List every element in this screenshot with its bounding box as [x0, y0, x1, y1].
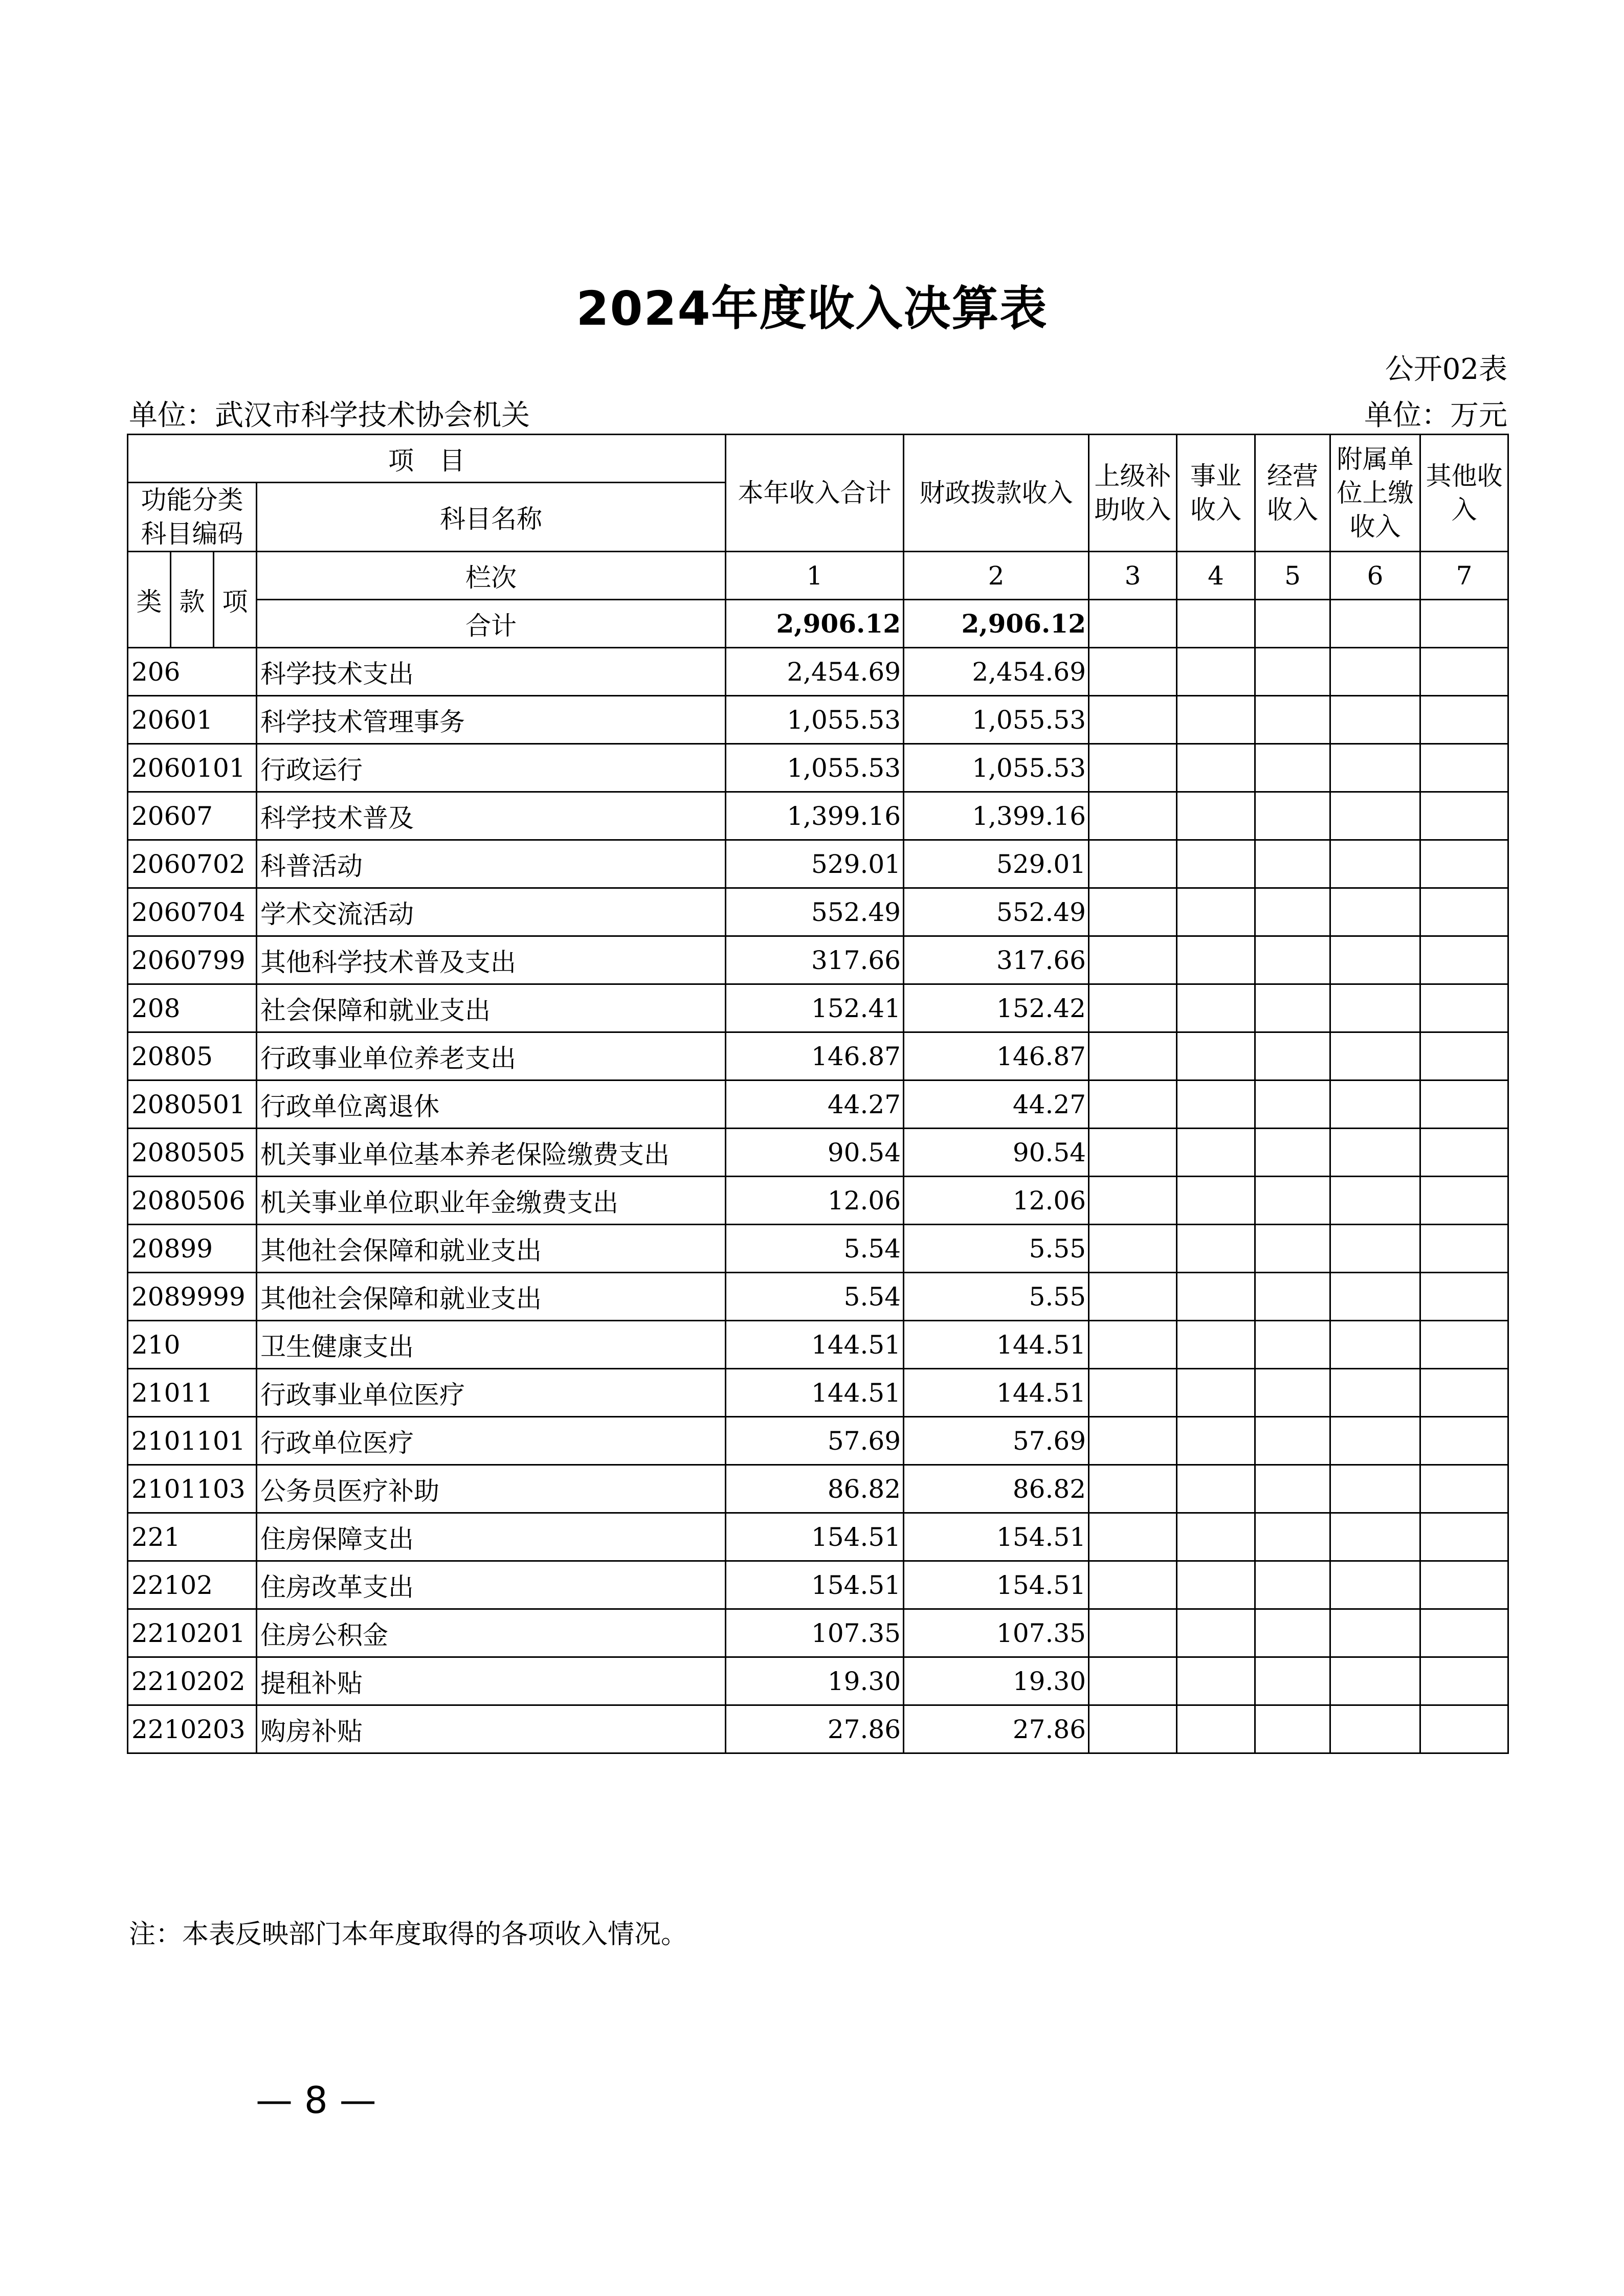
empty-cell [1420, 1273, 1508, 1321]
empty-cell [1255, 1513, 1330, 1561]
subject-name-cell: 行政单位离退休 [257, 1081, 726, 1129]
total-income-cell: 19.30 [726, 1657, 904, 1705]
function-code-cell: 210 [128, 1321, 257, 1369]
empty-cell [1420, 888, 1508, 936]
empty-cell [1330, 1081, 1420, 1129]
fiscal-income-cell: 19.30 [904, 1657, 1089, 1705]
empty-cell [1089, 648, 1177, 696]
subject-name-cell: 购房补贴 [257, 1705, 726, 1753]
empty-cell [1177, 1032, 1255, 1081]
empty-cell [1089, 1273, 1177, 1321]
function-code-cell: 2210203 [128, 1705, 257, 1753]
empty-cell [1420, 1177, 1508, 1225]
table-row [128, 840, 1508, 888]
empty-cell [1420, 936, 1508, 984]
empty-cell [1177, 1321, 1255, 1369]
total-income-cell: 2,454.69 [726, 648, 904, 696]
table-row [128, 696, 1508, 744]
empty-cell [1089, 840, 1177, 888]
table-row [128, 888, 1508, 936]
table-row [128, 1705, 1508, 1753]
total-income-cell: 44.27 [726, 1081, 904, 1129]
function-code-cell: 2089999 [128, 1273, 257, 1321]
empty-cell [1177, 1225, 1255, 1273]
fiscal-income-cell: 44.27 [904, 1081, 1089, 1129]
fiscal-income-cell: 1,399.16 [904, 792, 1089, 840]
empty-cell [1330, 1369, 1420, 1417]
empty-cell [1420, 1369, 1508, 1417]
empty-cell [1330, 936, 1420, 984]
empty-cell [1420, 1417, 1508, 1465]
header-kuan: 款 [171, 552, 214, 648]
subject-name-cell: 科学技术管理事务 [257, 696, 726, 744]
empty-cell [1330, 888, 1420, 936]
empty-cell [1255, 1032, 1330, 1081]
total-income-cell: 27.86 [726, 1705, 904, 1753]
fiscal-income-cell: 57.69 [904, 1417, 1089, 1465]
subject-name-cell: 学术交流活动 [257, 888, 726, 936]
table-row [128, 1177, 1508, 1225]
header-total-income: 本年收入合计 [726, 435, 904, 552]
empty-cell [1089, 1081, 1177, 1129]
empty-cell [1420, 1657, 1508, 1705]
empty-cell [1420, 984, 1508, 1032]
empty-cell [1177, 1705, 1255, 1753]
empty-cell [1330, 1321, 1420, 1369]
header-row-project [128, 435, 1508, 483]
fiscal-income-cell: 146.87 [904, 1032, 1089, 1081]
empty-cell [1177, 840, 1255, 888]
fiscal-income-cell: 86.82 [904, 1465, 1089, 1513]
subject-name-cell: 住房改革支出 [257, 1561, 726, 1609]
empty-cell [1089, 1032, 1177, 1081]
empty-cell [1089, 984, 1177, 1032]
fiscal-income-cell: 1,055.53 [904, 696, 1089, 744]
fiscal-income-cell: 1,055.53 [904, 744, 1089, 792]
total-income-cell: 107.35 [726, 1609, 904, 1657]
total-income-cell: 57.69 [726, 1417, 904, 1465]
subject-name-cell: 其他科学技术普及支出 [257, 936, 726, 984]
function-code-cell: 20601 [128, 696, 257, 744]
empty-cell [1089, 1177, 1177, 1225]
empty-cell [1330, 1561, 1420, 1609]
empty-cell [1420, 1321, 1508, 1369]
fiscal-income-cell: 27.86 [904, 1705, 1089, 1753]
empty-cell [1255, 1369, 1330, 1417]
function-code-cell: 20607 [128, 792, 257, 840]
function-code-cell: 2101103 [128, 1465, 257, 1513]
fiscal-income-cell: 5.55 [904, 1273, 1089, 1321]
subject-name-cell: 机关事业单位基本养老保险缴费支出 [257, 1129, 726, 1177]
fiscal-income-cell: 317.66 [904, 936, 1089, 984]
fiscal-income-cell: 144.51 [904, 1369, 1089, 1417]
empty-cell [1330, 840, 1420, 888]
header-row-column-numbers [128, 552, 1508, 600]
empty-cell [1255, 1705, 1330, 1753]
empty-cell [1420, 840, 1508, 888]
total-income-cell: 12.06 [726, 1177, 904, 1225]
subject-name-cell: 机关事业单位职业年金缴费支出 [257, 1177, 726, 1225]
empty-cell [1330, 984, 1420, 1032]
fiscal-income-cell: 152.42 [904, 984, 1089, 1032]
total-income-cell: 154.51 [726, 1561, 904, 1609]
column-number-7: 7 [1420, 552, 1508, 600]
total-income-cell: 146.87 [726, 1032, 904, 1081]
empty-cell [1089, 1417, 1177, 1465]
header-lanci: 栏次 [257, 552, 726, 600]
empty-cell [1330, 648, 1420, 696]
header-xiang: 项 [214, 552, 257, 648]
empty-cell [1089, 1513, 1177, 1561]
empty-cell [1255, 1657, 1330, 1705]
empty-cell [1330, 1513, 1420, 1561]
document-title: 2024年度收入决算表 [576, 281, 1048, 336]
empty-cell [1177, 1081, 1255, 1129]
fiscal-income-cell: 552.49 [904, 888, 1089, 936]
table-row [128, 648, 1508, 696]
empty-cell [1330, 792, 1420, 840]
function-code-cell: 2210201 [128, 1609, 257, 1657]
empty-cell [1255, 1081, 1330, 1129]
function-code-cell: 2080506 [128, 1177, 257, 1225]
total-income-cell: 1,055.53 [726, 744, 904, 792]
empty-cell [1255, 936, 1330, 984]
header-fiscal-income: 财政拨款收入 [904, 435, 1089, 552]
table-row [128, 984, 1508, 1032]
fiscal-income-cell: 90.54 [904, 1129, 1089, 1177]
empty-cell [1330, 1177, 1420, 1225]
table-row [128, 1417, 1508, 1465]
column-number-2: 2 [904, 552, 1089, 600]
subject-name-cell: 其他社会保障和就业支出 [257, 1225, 726, 1273]
empty-cell [1420, 1561, 1508, 1609]
function-code-cell: 2060101 [128, 744, 257, 792]
function-code-cell: 2060702 [128, 840, 257, 888]
unit-organization: 单位：武汉市科学技术协会机关 [129, 399, 530, 432]
fiscal-income-cell: 5.55 [904, 1225, 1089, 1273]
empty-cell [1255, 840, 1330, 888]
total-fiscal-value: 2,906.12 [904, 600, 1089, 648]
column-number-4: 4 [1177, 552, 1255, 600]
header-superior-subsidy: 上级补助收入 [1089, 435, 1177, 552]
fiscal-income-cell: 144.51 [904, 1321, 1089, 1369]
empty-cell [1177, 1561, 1255, 1609]
total-income-cell: 552.49 [726, 888, 904, 936]
subject-name-cell: 住房公积金 [257, 1609, 726, 1657]
empty-cell [1255, 600, 1330, 648]
empty-cell [1255, 1129, 1330, 1177]
empty-cell [1255, 888, 1330, 936]
empty-cell [1255, 744, 1330, 792]
empty-cell [1330, 1129, 1420, 1177]
empty-cell [1177, 1417, 1255, 1465]
empty-cell [1330, 1657, 1420, 1705]
empty-cell [1089, 888, 1177, 936]
total-row [128, 600, 1508, 648]
empty-cell [1255, 1609, 1330, 1657]
empty-cell [1420, 696, 1508, 744]
form-number: 公开02表 [1385, 353, 1507, 386]
function-code-cell: 2060704 [128, 888, 257, 936]
total-income-cell: 152.41 [726, 984, 904, 1032]
empty-cell [1420, 600, 1508, 648]
empty-cell [1255, 696, 1330, 744]
subject-name-cell: 其他社会保障和就业支出 [257, 1273, 726, 1321]
table-row [128, 1513, 1508, 1561]
empty-cell [1089, 1609, 1177, 1657]
total-income-cell: 154.51 [726, 1513, 904, 1561]
empty-cell [1177, 1609, 1255, 1657]
empty-cell [1089, 1705, 1177, 1753]
empty-cell [1177, 696, 1255, 744]
empty-cell [1330, 1609, 1420, 1657]
empty-cell [1420, 1081, 1508, 1129]
table-row [128, 1225, 1508, 1273]
subject-name-cell: 行政事业单位养老支出 [257, 1032, 726, 1081]
total-income-cell: 144.51 [726, 1369, 904, 1417]
empty-cell [1255, 1321, 1330, 1369]
empty-cell [1089, 1657, 1177, 1705]
fiscal-income-cell: 154.51 [904, 1513, 1089, 1561]
function-code-cell: 20899 [128, 1225, 257, 1273]
empty-cell [1255, 1177, 1330, 1225]
subject-name-cell: 公务员医疗补助 [257, 1465, 726, 1513]
empty-cell [1255, 1465, 1330, 1513]
header-project: 项 目 [128, 435, 726, 483]
empty-cell [1420, 744, 1508, 792]
empty-cell [1089, 936, 1177, 984]
empty-cell [1255, 984, 1330, 1032]
empty-cell [1177, 744, 1255, 792]
column-number-3: 3 [1089, 552, 1177, 600]
subject-name-cell: 科学技术支出 [257, 648, 726, 696]
total-income-cell: 5.54 [726, 1273, 904, 1321]
function-code-cell: 20805 [128, 1032, 257, 1081]
empty-cell [1420, 1032, 1508, 1081]
table-note: 注：本表反映部门本年度取得的各项收入情况。 [129, 1919, 688, 1950]
empty-cell [1330, 696, 1420, 744]
column-number-5: 5 [1255, 552, 1330, 600]
empty-cell [1330, 1032, 1420, 1081]
header-lei: 类 [128, 552, 171, 648]
empty-cell [1177, 888, 1255, 936]
header-function-code: 功能分类科目编码 [128, 483, 257, 552]
header-subject-name: 科目名称 [257, 483, 726, 552]
empty-cell [1330, 1225, 1420, 1273]
subject-name-cell: 提租补贴 [257, 1657, 726, 1705]
empty-cell [1420, 1705, 1508, 1753]
subject-name-cell: 科学技术普及 [257, 792, 726, 840]
empty-cell [1330, 1417, 1420, 1465]
page-number: — 8 — [256, 2079, 376, 2122]
empty-cell [1177, 792, 1255, 840]
table-row [128, 1321, 1508, 1369]
empty-cell [1330, 1465, 1420, 1513]
empty-cell [1177, 1465, 1255, 1513]
empty-cell [1089, 1369, 1177, 1417]
function-code-cell: 206 [128, 648, 257, 696]
empty-cell [1255, 648, 1330, 696]
empty-cell [1089, 600, 1177, 648]
column-number-1: 1 [726, 552, 904, 600]
table-row [128, 1369, 1508, 1417]
empty-cell [1089, 1465, 1177, 1513]
function-code-cell: 2210202 [128, 1657, 257, 1705]
empty-cell [1089, 696, 1177, 744]
function-code-cell: 22102 [128, 1561, 257, 1609]
empty-cell [1089, 744, 1177, 792]
header-affiliated-income: 附属单位上缴收入 [1330, 435, 1420, 552]
empty-cell [1330, 1273, 1420, 1321]
income-settlement-table [127, 434, 1509, 1754]
total-income-cell: 86.82 [726, 1465, 904, 1513]
function-code-cell: 208 [128, 984, 257, 1032]
empty-cell [1089, 792, 1177, 840]
subject-name-cell: 行政单位医疗 [257, 1417, 726, 1465]
total-income-cell: 5.54 [726, 1225, 904, 1273]
function-code-cell: 2101101 [128, 1417, 257, 1465]
total-income-cell: 1,399.16 [726, 792, 904, 840]
total-income-cell: 317.66 [726, 936, 904, 984]
fiscal-income-cell: 107.35 [904, 1609, 1089, 1657]
empty-cell [1177, 648, 1255, 696]
empty-cell [1089, 1321, 1177, 1369]
empty-cell [1420, 1465, 1508, 1513]
function-code-cell: 221 [128, 1513, 257, 1561]
subject-name-cell: 住房保障支出 [257, 1513, 726, 1561]
total-income-cell: 529.01 [726, 840, 904, 888]
table-row [128, 1032, 1508, 1081]
total-label: 合计 [257, 600, 726, 648]
fiscal-income-cell: 2,454.69 [904, 648, 1089, 696]
subject-name-cell: 社会保障和就业支出 [257, 984, 726, 1032]
table-row [128, 1657, 1508, 1705]
empty-cell [1089, 1225, 1177, 1273]
fiscal-income-cell: 12.06 [904, 1177, 1089, 1225]
empty-cell [1177, 1513, 1255, 1561]
empty-cell [1255, 1561, 1330, 1609]
table-row [128, 936, 1508, 984]
empty-cell [1420, 1129, 1508, 1177]
table-row [128, 1081, 1508, 1129]
subject-name-cell: 行政运行 [257, 744, 726, 792]
table-row [128, 1465, 1508, 1513]
empty-cell [1089, 1129, 1177, 1177]
empty-cell [1420, 1513, 1508, 1561]
function-code-cell: 2080505 [128, 1129, 257, 1177]
empty-cell [1255, 792, 1330, 840]
empty-cell [1177, 1273, 1255, 1321]
table-row [128, 1609, 1508, 1657]
table-row [128, 1273, 1508, 1321]
total-income-cell: 144.51 [726, 1321, 904, 1369]
table-row [128, 792, 1508, 840]
empty-cell [1330, 600, 1420, 648]
empty-cell [1177, 600, 1255, 648]
function-code-cell: 21011 [128, 1369, 257, 1417]
function-code-cell: 2080501 [128, 1081, 257, 1129]
empty-cell [1177, 1369, 1255, 1417]
total-income-cell: 1,055.53 [726, 696, 904, 744]
empty-cell [1177, 1177, 1255, 1225]
table-row [128, 1561, 1508, 1609]
fiscal-income-cell: 154.51 [904, 1561, 1089, 1609]
header-business-income: 事业收入 [1177, 435, 1255, 552]
total-income-cell: 90.54 [726, 1129, 904, 1177]
empty-cell [1330, 744, 1420, 792]
fiscal-income-cell: 529.01 [904, 840, 1089, 888]
empty-cell [1255, 1273, 1330, 1321]
empty-cell [1420, 792, 1508, 840]
empty-cell [1420, 1225, 1508, 1273]
header-other-income: 其他收入 [1420, 435, 1508, 552]
empty-cell [1177, 936, 1255, 984]
empty-cell [1330, 1705, 1420, 1753]
empty-cell [1255, 1225, 1330, 1273]
empty-cell [1089, 1561, 1177, 1609]
header-operating-income: 经营收入 [1255, 435, 1330, 552]
empty-cell [1420, 1609, 1508, 1657]
subject-name-cell: 科普活动 [257, 840, 726, 888]
empty-cell [1177, 984, 1255, 1032]
empty-cell [1177, 1657, 1255, 1705]
column-number-6: 6 [1330, 552, 1420, 600]
total-income-value: 2,906.12 [726, 600, 904, 648]
table-row [128, 744, 1508, 792]
subject-name-cell: 行政事业单位医疗 [257, 1369, 726, 1417]
subject-name-cell: 卫生健康支出 [257, 1321, 726, 1369]
empty-cell [1177, 1129, 1255, 1177]
table-row [128, 1129, 1508, 1177]
empty-cell [1255, 1417, 1330, 1465]
unit-currency: 单位：万元 [1364, 399, 1507, 432]
empty-cell [1420, 648, 1508, 696]
function-code-cell: 2060799 [128, 936, 257, 984]
